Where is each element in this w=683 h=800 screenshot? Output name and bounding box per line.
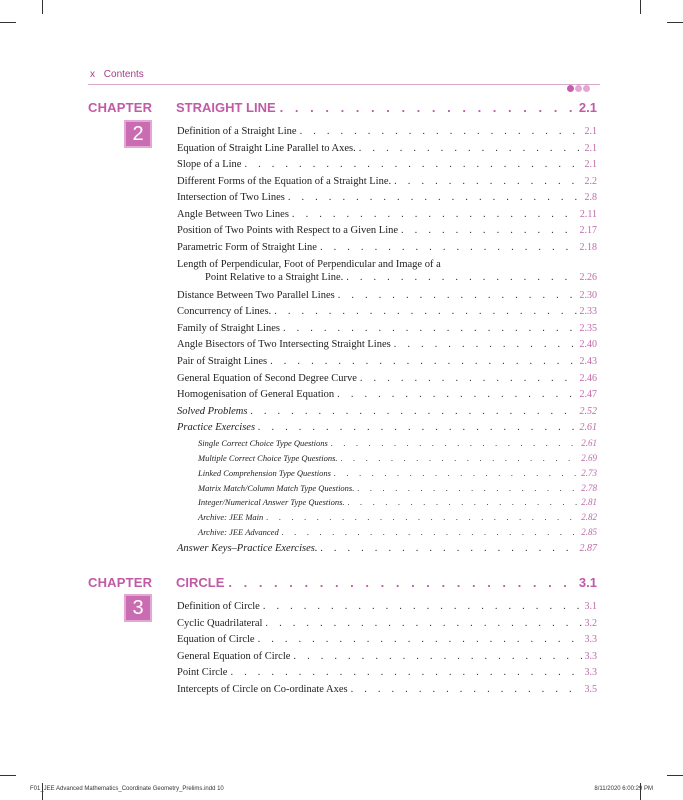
- entry-label: Linked Comprehension Type Questions: [198, 468, 331, 478]
- toc-entry[interactable]: [177, 542, 597, 555]
- toc-entry[interactable]: [177, 338, 597, 351]
- entry-page: 2.46: [579, 373, 597, 384]
- decorative-dots-icon: [566, 79, 590, 97]
- crop-mark: [0, 775, 16, 776]
- toc-entry[interactable]: [177, 683, 597, 696]
- entry-page: 2.1: [584, 143, 597, 154]
- dot-leader: [250, 405, 576, 418]
- toc-entry[interactable]: [177, 191, 597, 204]
- entry-page: 3.3: [584, 651, 597, 662]
- entry-page: 3.1: [584, 601, 597, 612]
- dot-leader: [283, 322, 577, 335]
- toc-entry[interactable]: [177, 405, 597, 418]
- dot-leader: [280, 100, 575, 115]
- toc-entry[interactable]: [205, 271, 597, 284]
- entry-page: 3.3: [584, 667, 597, 678]
- entry-label: Archive: JEE Main: [198, 512, 264, 522]
- dot-leader: [346, 271, 576, 284]
- chapter-number-badge: 2: [124, 120, 152, 148]
- header-rule: [88, 84, 600, 85]
- chapter-title-row[interactable]: [176, 575, 597, 591]
- dot-leader: [360, 372, 577, 385]
- entry-label: Definition of a Straight Line: [177, 126, 297, 137]
- entry-page: 2.26: [579, 272, 597, 283]
- entry-label: General Equation of Circle: [177, 651, 291, 662]
- toc-entry[interactable]: [177, 175, 597, 188]
- dot-leader: [394, 175, 581, 188]
- chapter-label: CHAPTER: [88, 575, 153, 590]
- entry-label-line1: Length of Perpendicular, Foot of Perpendicular and Image of a: [177, 259, 441, 270]
- entry-label: Pair of Straight Lines: [177, 356, 268, 367]
- entry-label: Single Correct Choice Type Questions: [198, 438, 328, 448]
- dot-leader: [401, 224, 576, 237]
- crop-mark: [667, 775, 683, 776]
- entry-page: 2.11: [579, 209, 597, 220]
- dot-leader: [230, 666, 581, 679]
- toc-entry[interactable]: [177, 617, 597, 630]
- chapter-page: 3.1: [578, 575, 597, 590]
- dot-leader: [266, 511, 578, 524]
- dot-leader: [348, 496, 579, 509]
- toc-entry[interactable]: [177, 224, 597, 237]
- dot-leader: [357, 482, 578, 495]
- toc-entry[interactable]: [177, 421, 597, 434]
- dot-leader: [337, 388, 576, 401]
- dot-leader: [359, 142, 582, 155]
- crop-mark: [667, 22, 683, 23]
- entry-label: Distance Between Two Parallel Lines: [177, 290, 335, 301]
- entry-label: Answer Keys–Practice Exercises.: [177, 543, 318, 554]
- dot-leader: [341, 452, 579, 465]
- page-number: x: [90, 69, 95, 80]
- crop-mark: [42, 0, 43, 14]
- entry-page: 2.17: [579, 225, 597, 236]
- entry-label: Family of Straight Lines: [177, 323, 280, 334]
- dot-leader: [320, 241, 577, 254]
- entry-label: Concurrency of Lines.: [177, 306, 272, 317]
- entry-label: Solved Problems: [177, 406, 248, 417]
- toc-entry[interactable]: [177, 241, 597, 254]
- entry-page: 2.78: [581, 483, 597, 493]
- dot-leader: [338, 289, 577, 302]
- entry-page: 3.2: [584, 618, 597, 629]
- crop-mark: [640, 0, 641, 14]
- entry-label: Matrix Match/Column Match Type Questions.: [198, 483, 355, 493]
- entry-label: Practice Exercises: [177, 422, 256, 433]
- toc-entry[interactable]: [177, 650, 597, 663]
- timestamp-slug: 8/11/2020 6:00:29 PM: [594, 786, 653, 792]
- entry-page: 2.1: [584, 126, 597, 137]
- dot-leader: [331, 437, 578, 450]
- dot-leader: [244, 158, 581, 171]
- toc-subentry[interactable]: [198, 511, 597, 524]
- dot-leader: [258, 633, 582, 646]
- toc-subentry[interactable]: [198, 526, 597, 539]
- entry-page: 3.3: [584, 634, 597, 645]
- entry-label: Angle Bisectors of Two Intersecting Straight Lines: [177, 339, 391, 350]
- file-slug: F01_JEE Advanced Mathematics_Coordinate Geometry_Prelims.indd 10: [30, 786, 224, 792]
- entry-label: Angle Between Two Lines: [177, 209, 289, 220]
- toc-entry[interactable]: [177, 355, 597, 368]
- chapter-title-row[interactable]: [176, 100, 597, 116]
- dot-leader: [334, 467, 578, 480]
- entry-label: Archive: JEE Advanced: [198, 527, 279, 537]
- entry-label: Definition of Circle: [177, 601, 260, 612]
- entry-page: 2.30: [579, 290, 597, 301]
- toc-entry[interactable]: [177, 158, 597, 171]
- chapter-label: CHAPTER: [88, 100, 153, 115]
- toc-entry[interactable]: [177, 142, 597, 155]
- entry-page: 2.82: [581, 512, 597, 522]
- toc-entry[interactable]: [177, 666, 597, 679]
- entry-page: 2.52: [579, 406, 597, 417]
- toc-entry[interactable]: [177, 600, 597, 613]
- dot-leader: [274, 305, 576, 318]
- toc-entry[interactable]: [177, 305, 597, 318]
- entry-page: 2.87: [579, 543, 597, 554]
- toc-subentry[interactable]: [198, 482, 597, 495]
- entry-label: Slope of a Line: [177, 159, 242, 170]
- entry-page: 2.47: [579, 389, 597, 400]
- dot-leader: [258, 421, 576, 434]
- toc-entry[interactable]: [177, 372, 597, 385]
- entry-page: 2.18: [579, 242, 597, 253]
- chapter-page: 2.1: [578, 100, 597, 115]
- dot-leader: [351, 683, 582, 696]
- entry-label: Different Forms of the Equation of a Straight Line.: [177, 176, 392, 187]
- entry-label: Integer/Numerical Answer Type Questions.: [198, 497, 345, 507]
- entry-label: Equation of Straight Line Parallel to Axes.: [177, 143, 356, 154]
- entry-label: Equation of Circle: [177, 634, 255, 645]
- dot-leader: [300, 125, 582, 138]
- entry-page: 2.35: [579, 323, 597, 334]
- toc-subentry[interactable]: [198, 467, 597, 480]
- toc-entry[interactable]: [177, 289, 597, 302]
- entry-label: Intercepts of Circle on Co-ordinate Axes: [177, 684, 348, 695]
- entry-page: 2.40: [579, 339, 597, 350]
- entry-label: Point Relative to a Straight Line.: [205, 272, 344, 283]
- toc-subentry[interactable]: [198, 496, 597, 509]
- dot-leader: [394, 338, 577, 351]
- toc-entry[interactable]: [177, 388, 597, 401]
- chapter-title: CIRCLE: [176, 575, 225, 590]
- entry-page: 2.69: [581, 453, 597, 463]
- header-title: Contents: [103, 69, 144, 80]
- entry-label: General Equation of Second Degree Curve: [177, 373, 357, 384]
- toc-subentry[interactable]: [198, 437, 597, 450]
- running-header: [90, 69, 598, 80]
- entry-label: Point Circle: [177, 667, 228, 678]
- entry-page: 2.1: [584, 159, 597, 170]
- chapter-number-badge: 3: [124, 594, 152, 622]
- dot-leader: [320, 542, 576, 555]
- entry-page: 2.61: [581, 438, 597, 448]
- toc-entry[interactable]: [177, 125, 597, 138]
- entry-page: 2.2: [584, 176, 597, 187]
- entry-page: 2.33: [579, 306, 597, 317]
- entry-page: 2.73: [581, 468, 597, 478]
- entry-page: 2.85: [581, 527, 597, 537]
- toc-entry[interactable]: [177, 322, 597, 335]
- dot-leader: [282, 526, 579, 539]
- entry-label: Parametric Form of Straight Line: [177, 242, 317, 253]
- entry-label: Multiple Correct Choice Type Questions.: [198, 453, 338, 463]
- crop-mark: [0, 22, 16, 23]
- chapter-title: STRAIGHT LINE: [176, 100, 276, 115]
- entry-label: Position of Two Points with Respect to a Given Line: [177, 225, 399, 236]
- entry-label: Cyclic Quadrilateral: [177, 618, 263, 629]
- dot-leader: [265, 617, 581, 630]
- entry-page: 3.5: [584, 684, 597, 695]
- dot-leader: [263, 600, 582, 613]
- entry-page: 2.8: [584, 192, 597, 203]
- toc-entry[interactable]: [177, 208, 597, 221]
- dot-leader: [270, 355, 576, 368]
- dot-leader: [292, 208, 577, 221]
- dot-leader: [228, 575, 575, 590]
- entry-label: Homogenisation of General Equation: [177, 389, 335, 400]
- dot-leader: [293, 650, 581, 663]
- entry-page: 2.43: [579, 356, 597, 367]
- entry-label: Intersection of Two Lines: [177, 192, 285, 203]
- toc-entry[interactable]: [177, 633, 597, 646]
- toc-subentry[interactable]: [198, 452, 597, 465]
- entry-page: 2.61: [579, 422, 597, 433]
- dot-leader: [288, 191, 582, 204]
- entry-page: 2.81: [581, 497, 597, 507]
